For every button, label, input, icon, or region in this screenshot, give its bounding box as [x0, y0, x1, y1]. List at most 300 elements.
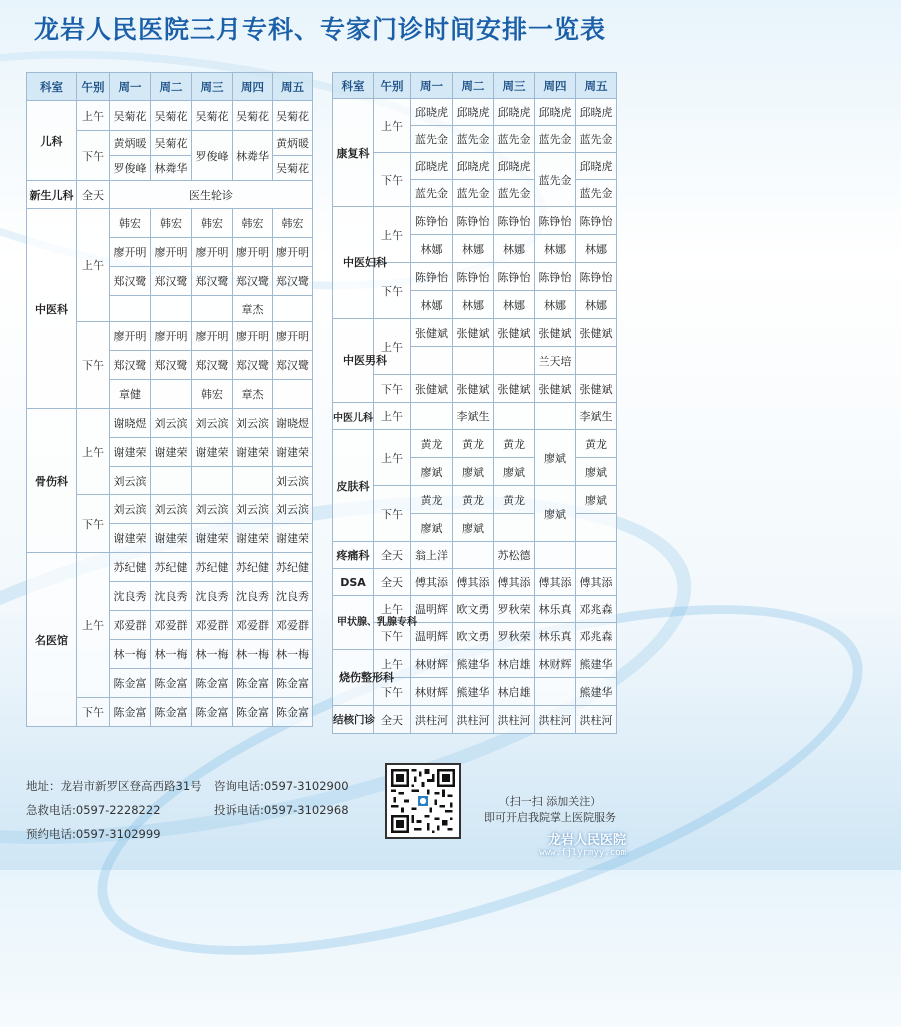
cell [192, 467, 233, 495]
cell: 廖斌 [535, 486, 576, 542]
page-title: 龙岩人民医院三月专科、专家门诊时间安排一览表 [33, 15, 606, 44]
cell: 陈金富 [233, 669, 273, 698]
cell: 黄龙 [411, 430, 453, 458]
header-wed: 周三 [192, 73, 233, 101]
cell: 苏纪健 [273, 553, 313, 582]
cell: 林启雄 [494, 678, 535, 706]
cell: 吴菊花 [273, 156, 313, 181]
cell: 廖开明 [110, 322, 151, 351]
table-row [333, 486, 617, 514]
dept-pifu: 皮肤科 [333, 430, 374, 542]
cell: 陈金富 [273, 698, 313, 727]
cell: 蓝先金 [411, 180, 453, 207]
session-pm: 下午 [374, 263, 411, 319]
cell: 陈铮怡 [453, 263, 494, 291]
table-row [333, 319, 617, 347]
session-allday: 全天 [374, 542, 411, 569]
cell: 罗俊峰 [192, 131, 233, 181]
header-sess: 午别 [77, 73, 110, 101]
header-tue: 周二 [151, 73, 192, 101]
cell: 谢建荣 [151, 438, 192, 467]
address-text: 地址：龙岩市新罗区登高西路31号 [26, 779, 202, 793]
cell: 吴菊花 [192, 101, 233, 131]
cell [576, 347, 617, 375]
table-row [27, 209, 313, 238]
cell: 陈金富 [151, 698, 192, 727]
cell: 欧文勇 [453, 596, 494, 623]
header-dept: 科室 [333, 73, 374, 99]
cell: 吴菊花 [110, 101, 151, 131]
cell: 郑汉鹭 [110, 267, 151, 296]
cell [494, 403, 535, 430]
cell [535, 678, 576, 706]
cell: 温明辉 [411, 596, 453, 623]
session-am: 上午 [77, 101, 110, 131]
cell: 廖开明 [233, 238, 273, 267]
table-row [333, 207, 617, 235]
cell: 黄炳暖 [273, 131, 313, 156]
dept-shaoshang: 烧伤整形科 [333, 650, 374, 706]
cell: 林一梅 [233, 640, 273, 669]
dept-zhongyi: 中医科 [27, 209, 77, 409]
cell: 廖斌 [494, 458, 535, 486]
session-am: 上午 [374, 596, 411, 623]
cell: 黄龙 [494, 430, 535, 458]
cell: 张健斌 [453, 319, 494, 347]
session-allday: 全天 [374, 569, 411, 596]
cell: 林一梅 [151, 640, 192, 669]
cell: 林启雄 [494, 650, 535, 678]
cell: 郑汉鹭 [233, 351, 273, 380]
dept-fuke: 中医妇科 [333, 207, 374, 319]
cell: 林乐真 [535, 596, 576, 623]
session-allday: 全天 [374, 706, 411, 734]
cell [494, 347, 535, 375]
cell: 谢建荣 [151, 524, 192, 553]
cell: 熊建华 [453, 650, 494, 678]
cell: 沈良秀 [110, 582, 151, 611]
cell: 谢晓煜 [273, 409, 313, 438]
header-fri: 周五 [273, 73, 313, 101]
cell: 陈铮怡 [535, 263, 576, 291]
cell: 刘云滨 [233, 495, 273, 524]
session-pm: 下午 [374, 486, 411, 542]
table-row [333, 430, 617, 458]
table-row [27, 409, 313, 438]
cell: 陈铮怡 [576, 263, 617, 291]
cell: 邱晓虎 [494, 99, 535, 126]
cell: 廖开明 [151, 322, 192, 351]
session-am: 上午 [374, 403, 411, 430]
cell [494, 514, 535, 542]
cell: 傅其添 [453, 569, 494, 596]
cell: 韩宏 [192, 209, 233, 238]
cell [151, 467, 192, 495]
cell: 欧文勇 [453, 623, 494, 650]
cell [576, 542, 617, 569]
cell: 洪柱河 [535, 706, 576, 734]
table-row [27, 101, 313, 131]
cell: 张健斌 [494, 375, 535, 403]
table-row [333, 569, 617, 596]
cell: 黄龙 [494, 486, 535, 514]
cell: 熊建华 [576, 678, 617, 706]
cell: 张健斌 [576, 319, 617, 347]
cell: 罗秋荣 [494, 596, 535, 623]
cell: 郑汉鹭 [192, 267, 233, 296]
cell: 蓝先金 [576, 126, 617, 153]
cell: 廖斌 [411, 514, 453, 542]
cell: 刘云滨 [273, 467, 313, 495]
cell [535, 403, 576, 430]
dept-jiehe: 结核门诊 [333, 706, 374, 734]
dept-jiazhuang: 甲状腺、乳腺专科 [333, 596, 374, 650]
cell [576, 514, 617, 542]
dept-tengtong: 疼痛科 [333, 542, 374, 569]
cell: 傅其添 [535, 569, 576, 596]
cell: 郑汉鹭 [233, 267, 273, 296]
cell: 廖斌 [453, 458, 494, 486]
cell: 黄龙 [411, 486, 453, 514]
schedule-table-right [332, 72, 617, 734]
cell: 陈铮怡 [411, 207, 453, 235]
table-row [333, 542, 617, 569]
cell: 廖开明 [192, 238, 233, 267]
cell: 林娜 [494, 291, 535, 319]
cell: 林一梅 [273, 640, 313, 669]
cell: 蓝先金 [453, 126, 494, 153]
cell: 张健斌 [535, 375, 576, 403]
cell: 苏松德 [494, 542, 535, 569]
cell: 章杰 [233, 380, 273, 409]
session-am: 上午 [374, 99, 411, 153]
cell: 张健斌 [535, 319, 576, 347]
cell: 张健斌 [411, 375, 453, 403]
cell: 刘云滨 [233, 409, 273, 438]
header-wed: 周三 [494, 73, 535, 99]
session-am: 上午 [77, 409, 110, 495]
cell: 陈金富 [192, 669, 233, 698]
cell [192, 296, 233, 322]
cell: 傅其添 [576, 569, 617, 596]
cell: 林娜 [494, 235, 535, 263]
cell: 刘云滨 [192, 409, 233, 438]
dept-nanke: 中医男科 [333, 319, 374, 403]
dept-zhongyier: 中医儿科 [333, 403, 374, 430]
cell: 林财辉 [535, 650, 576, 678]
cell: 陈金富 [110, 669, 151, 698]
cell: 林粦华 [151, 156, 192, 181]
cell: 郑汉鹭 [110, 351, 151, 380]
session-am: 上午 [374, 207, 411, 263]
cell: 廖开明 [273, 238, 313, 267]
dept-xinsheng: 新生儿科 [27, 181, 77, 209]
dept-dsa: DSA [333, 569, 374, 596]
cell: 翁上洋 [411, 542, 453, 569]
table-row [333, 99, 617, 126]
cell: 廖开明 [151, 238, 192, 267]
cell: 韩宏 [273, 209, 313, 238]
cell: 韩宏 [110, 209, 151, 238]
cell: 廖开明 [192, 322, 233, 351]
table-row [333, 650, 617, 678]
session-am: 上午 [374, 430, 411, 486]
cell: 谢建荣 [273, 438, 313, 467]
cell [151, 296, 192, 322]
cell: 谢建荣 [110, 524, 151, 553]
table-header [333, 73, 617, 99]
cell: 林娜 [535, 235, 576, 263]
header-mon: 周一 [110, 73, 151, 101]
session-pm: 下午 [374, 678, 411, 706]
table-row [27, 181, 313, 209]
emergency-phone: 急救电话:0597-2228222 [26, 803, 161, 817]
cell: 林娜 [576, 291, 617, 319]
cell: 林娜 [453, 235, 494, 263]
cell: 苏纪健 [151, 553, 192, 582]
cell: 沈良秀 [192, 582, 233, 611]
header-mon: 周一 [411, 73, 453, 99]
cell: 陈铮怡 [494, 207, 535, 235]
cell: 陈金富 [233, 698, 273, 727]
dept-mingyi: 名医馆 [27, 553, 77, 727]
cell [273, 296, 313, 322]
cell: 谢建荣 [192, 524, 233, 553]
cell: 林娜 [453, 291, 494, 319]
cell: 韩宏 [233, 209, 273, 238]
cell: 沈良秀 [273, 582, 313, 611]
header-sess: 午别 [374, 73, 411, 99]
cell: 邱晓虎 [494, 153, 535, 180]
cell: 沈良秀 [151, 582, 192, 611]
cell: 苏纪健 [233, 553, 273, 582]
cell: 邓爱群 [151, 611, 192, 640]
schedule-table-left [26, 72, 313, 727]
session-pm: 下午 [374, 623, 411, 650]
cell: 蓝先金 [411, 126, 453, 153]
complaint-phone: 投诉电话:0597-3102968 [214, 803, 349, 817]
cell: 陈金富 [110, 698, 151, 727]
session-am: 上午 [77, 553, 110, 698]
cell: 陈金富 [192, 698, 233, 727]
cell: 黄龙 [576, 430, 617, 458]
cell: 黄龙 [453, 486, 494, 514]
cell: 邓爱群 [192, 611, 233, 640]
cell: 林娜 [576, 235, 617, 263]
cell: 邱晓虎 [453, 153, 494, 180]
table-row [333, 153, 617, 180]
cell: 谢晓煜 [110, 409, 151, 438]
cell: 蓝先金 [453, 180, 494, 207]
cell: 廖斌 [535, 430, 576, 486]
dept-kangfu: 康复科 [333, 99, 374, 207]
cell: 廖开明 [110, 238, 151, 267]
dept-erke: 儿科 [27, 101, 77, 181]
header-tue: 周二 [453, 73, 494, 99]
cell: 洪柱河 [411, 706, 453, 734]
cell: 刘云滨 [151, 495, 192, 524]
cell: 谢建荣 [273, 524, 313, 553]
cell [453, 542, 494, 569]
cell: 黄炳暖 [110, 131, 151, 156]
header-dept: 科室 [27, 73, 77, 101]
session-am: 上午 [374, 650, 411, 678]
cell: 章健 [110, 380, 151, 409]
cell: 张健斌 [576, 375, 617, 403]
cell: 林娜 [535, 291, 576, 319]
cell: 邱晓虎 [411, 99, 453, 126]
cell: 李斌生 [453, 403, 494, 430]
cell: 蓝先金 [535, 126, 576, 153]
session-pm: 下午 [374, 375, 411, 403]
cell [411, 347, 453, 375]
cell [233, 467, 273, 495]
cell [453, 347, 494, 375]
cell: 郑汉鹭 [151, 267, 192, 296]
cell [535, 542, 576, 569]
scan-hint-line1: （扫一扫 添加关注） [498, 795, 602, 808]
cell: 廖斌 [411, 458, 453, 486]
cell: 邓爱群 [233, 611, 273, 640]
cell: 黄龙 [453, 430, 494, 458]
session-pm: 下午 [374, 153, 411, 207]
cell: 邓爱群 [273, 611, 313, 640]
table-header [27, 73, 313, 101]
cell: 邱晓虎 [453, 99, 494, 126]
scan-hint [470, 794, 630, 826]
cell: 陈铮怡 [494, 263, 535, 291]
cell: 熊建华 [453, 678, 494, 706]
cell: 林乐真 [535, 623, 576, 650]
cell: 蓝先金 [494, 126, 535, 153]
cell: 廖开明 [233, 322, 273, 351]
hospital-brand [539, 829, 626, 858]
cell: 邓兆森 [576, 596, 617, 623]
qr-code-icon [385, 763, 461, 839]
cell: 韩宏 [151, 209, 192, 238]
cell: 谢建荣 [110, 438, 151, 467]
scan-hint-line2: 即可开启我院掌上医院服务 [484, 811, 616, 824]
cell: 洪柱河 [576, 706, 617, 734]
cell: 廖斌 [576, 458, 617, 486]
cell: 邱晓虎 [411, 153, 453, 180]
cell: 邓兆森 [576, 623, 617, 650]
cell: 蓝先金 [576, 180, 617, 207]
cell: 谢建荣 [192, 438, 233, 467]
table-row [333, 706, 617, 734]
cell: 刘云滨 [192, 495, 233, 524]
cell: 邱晓虎 [576, 153, 617, 180]
cell: 林粦华 [233, 131, 273, 181]
cell: 郑汉鹭 [192, 351, 233, 380]
cell: 郑汉鹭 [151, 351, 192, 380]
cell: 廖斌 [576, 486, 617, 514]
cell: 刘云滨 [110, 467, 151, 495]
table-row [27, 553, 313, 582]
cell: 郑汉鹭 [273, 267, 313, 296]
cell: 熊建华 [576, 650, 617, 678]
cell: 陈金富 [273, 669, 313, 698]
cell: 邓爱群 [110, 611, 151, 640]
cell: 刘云滨 [151, 409, 192, 438]
cell: 廖斌 [453, 514, 494, 542]
session-pm: 下午 [77, 322, 110, 409]
cell: 刘云滨 [110, 495, 151, 524]
cell [110, 296, 151, 322]
session-pm: 下午 [77, 698, 110, 727]
session-pm: 下午 [77, 495, 110, 553]
cell: 章杰 [233, 296, 273, 322]
cell: 兰天培 [535, 347, 576, 375]
cell: 罗俊峰 [110, 156, 151, 181]
booking-phone: 预约电话:0597-3102999 [26, 827, 161, 841]
cell: 吴菊花 [273, 101, 313, 131]
cell: 林财辉 [411, 650, 453, 678]
cell: 邱晓虎 [535, 99, 576, 126]
cell: 林一梅 [192, 640, 233, 669]
cell: 郑汉鹭 [273, 351, 313, 380]
cell: 吴菊花 [151, 101, 192, 131]
cell: 陈铮怡 [453, 207, 494, 235]
cell: 洪柱河 [453, 706, 494, 734]
cell: 陈铮怡 [576, 207, 617, 235]
header-fri: 周五 [576, 73, 617, 99]
session-am: 上午 [374, 319, 411, 375]
cell: 蓝先金 [494, 180, 535, 207]
cell: 林一梅 [110, 640, 151, 669]
cell: 林娜 [411, 235, 453, 263]
cell: 傅其添 [494, 569, 535, 596]
cell: 谢建荣 [233, 438, 273, 467]
cell: 李斌生 [576, 403, 617, 430]
cell: 苏纪健 [192, 553, 233, 582]
cell: 陈金富 [151, 669, 192, 698]
cell: 洪柱河 [494, 706, 535, 734]
table-row [333, 375, 617, 403]
cell: 张健斌 [411, 319, 453, 347]
cell: 沈良秀 [233, 582, 273, 611]
dept-gushang: 骨伤科 [27, 409, 77, 553]
cell [411, 403, 453, 430]
session-am: 上午 [77, 209, 110, 322]
consult-phone: 咨询电话:0597-3102900 [214, 779, 349, 793]
cell: 苏纪健 [110, 553, 151, 582]
brand-url: www.fjlyrmyy.com [539, 848, 626, 858]
header-thu: 周四 [233, 73, 273, 101]
cell: 韩宏 [192, 380, 233, 409]
cell: 吴菊花 [151, 131, 192, 156]
cell: 谢建荣 [233, 524, 273, 553]
cell: 陈铮怡 [411, 263, 453, 291]
cell: 林财辉 [411, 678, 453, 706]
cell: 傅其添 [411, 569, 453, 596]
cell [273, 380, 313, 409]
table-row [333, 403, 617, 430]
brand-name: 龙岩人民医院 [547, 833, 626, 848]
cell: 张健斌 [453, 375, 494, 403]
cell: 罗秋荣 [494, 623, 535, 650]
cell: 刘云滨 [273, 495, 313, 524]
session-pm: 下午 [77, 131, 110, 181]
cell: 廖开明 [273, 322, 313, 351]
cell: 林娜 [411, 291, 453, 319]
cell-rotation: 医生轮诊 [110, 181, 313, 209]
cell: 吴菊花 [233, 101, 273, 131]
cell: 邱晓虎 [576, 99, 617, 126]
table-row [333, 596, 617, 623]
cell: 蓝先金 [535, 153, 576, 207]
session-allday: 全天 [77, 181, 110, 209]
